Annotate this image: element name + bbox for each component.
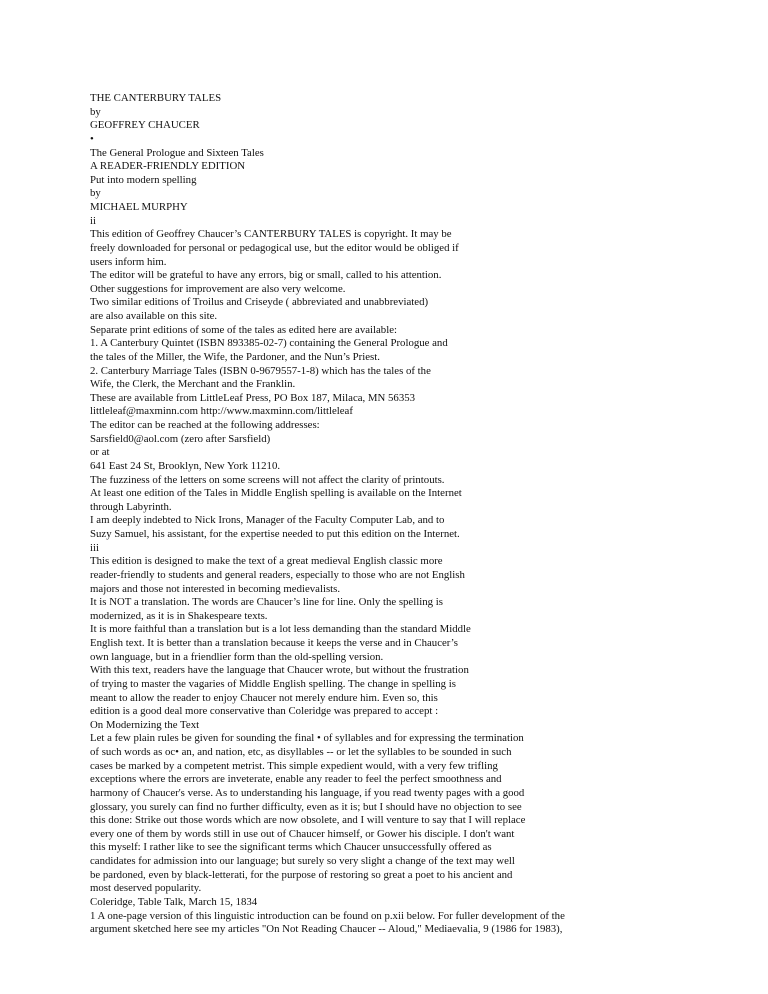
- text-line: Wife, the Clerk, the Merchant and the Franklin.: [90, 378, 296, 391]
- text-line: Other suggestions for improvement are also very welcome.: [90, 282, 346, 295]
- text-line: are also available on this site.: [90, 310, 218, 322]
- text-line: It is more faithful than a translation but is a lot less demanding than the standard Middle: [90, 623, 471, 636]
- text-line: At least one edition of the Tales in Middle English spelling is available on the Internet: [90, 487, 462, 500]
- text-line: The editor will be grateful to have any errors, big or small, called to his attention.: [90, 269, 442, 282]
- text-line: be pardoned, even by black-letterati, for the purpose of restoring so great a poet to his ancient and: [90, 868, 513, 881]
- text-line: With this text, readers have the language that Chaucer wrote, but without the frustration: [90, 664, 469, 677]
- text-line: The editor can be reached at the following addresses:: [90, 419, 320, 431]
- text-line: These are available from LittleLeaf Press, PO Box 187, Milaca, MN 56353: [90, 391, 416, 404]
- text-line: candidates for admission into our language; but surely so very slight a change of the text may well: [90, 855, 515, 867]
- text-line: freely downloaded for personal or pedagogical use, but the editor would be obliged if: [90, 241, 459, 254]
- text-line: The General Prologue and Sixteen Tales: [90, 146, 264, 159]
- text-line: Separate print editions of some of the tales as edited here are available:: [90, 323, 397, 336]
- text-line: reader-friendly to students and general readers, especially to those who are not English: [90, 568, 465, 581]
- text-line: ii: [90, 214, 96, 227]
- text-line: exceptions where the errors are inveterate, enable any reader to feel the perfect smoothness and: [90, 773, 502, 786]
- text-line: users inform him.: [90, 255, 167, 268]
- text-line: Sarsfield0@aol.com (zero after Sarsfield): [90, 432, 271, 445]
- text-line: English text. It is better than a translation because it keeps the verse and in Chaucer’s: [90, 637, 458, 649]
- text-line: most deserved popularity.: [90, 882, 202, 895]
- text-line: iii: [90, 541, 99, 554]
- text-line: Let a few plain rules be given for sounding the final • of syllables and for expressing the termination: [90, 732, 524, 745]
- text-line: cases be marked by a competent metrist. This simple expedient would, with a very few trifling: [90, 759, 498, 772]
- text-line: by: [90, 105, 101, 118]
- text-line: harmony of Chaucer's verse. As to understanding his language, if you read twenty pages with a good: [90, 786, 525, 799]
- text-line: THE CANTERBURY TALES: [90, 92, 222, 104]
- text-line: own language, but in a friendlier form than the old-spelling version.: [90, 650, 384, 663]
- text-line: On Modernizing the Text: [90, 718, 200, 731]
- text-line: modernized, as it is in Shakespeare texts.: [90, 609, 268, 622]
- document-text: [90, 92, 750, 937]
- text-line: or at: [90, 446, 110, 459]
- text-line: edition is a good deal more conservative than Coleridge was prepared to accept :: [90, 705, 439, 718]
- text-line: 641 East 24 St, Brooklyn, New York 11210.: [90, 459, 281, 472]
- text-line: Two similar editions of Troilus and Criseyde ( abbreviated and unabbreviated): [90, 296, 429, 309]
- text-line: through Labyrinth.: [90, 500, 172, 513]
- text-line: •: [90, 132, 94, 145]
- text-line: Suzy Samuel, his assistant, for the expertise needed to put this edition on the Internet.: [90, 528, 460, 540]
- text-line: Put into modern spelling: [90, 173, 197, 186]
- text-line: It is NOT a translation. The words are Chaucer’s line for line. Only the spelling is: [90, 596, 443, 609]
- text-line: This edition of Geoffrey Chaucer’s CANTERBURY TALES is copyright. It may be: [90, 228, 452, 241]
- text-line: littleleaf@maxminn.com http://www.maxminn.com/littleleaf: [90, 405, 353, 418]
- text-line: of trying to master the vagaries of Middle English spelling. The change in spelling is: [90, 677, 456, 690]
- text-line: every one of them by words still in use out of Chaucer himself, or Gower his disciple. I don't want: [90, 827, 515, 840]
- text-line: 2. Canterbury Marriage Tales (ISBN 0-9679557-1-8) which has the tales of the: [90, 364, 431, 377]
- text-line: A READER-FRIENDLY EDITION: [90, 160, 246, 173]
- text-line: MICHAEL MURPHY: [90, 201, 188, 213]
- text-line: GEOFFREY CHAUCER: [90, 119, 200, 132]
- text-line: The fuzziness of the letters on some screens will not affect the clarity of printouts.: [90, 473, 445, 486]
- text-line: This edition is designed to make the text of a great medieval English classic more: [90, 555, 443, 568]
- text-line: this done: Strike out those words which are now obsolete, and I will venture to say that I will replace: [90, 814, 526, 827]
- text-line: majors and those not interested in becoming medievalists.: [90, 582, 341, 595]
- text-line: Coleridge, Table Talk, March 15, 1834: [90, 895, 258, 908]
- text-line: meant to allow the reader to enjoy Chaucer not merely endure him. Even so, this: [90, 691, 438, 704]
- text-line: by: [90, 187, 101, 200]
- text-line: 1. A Canterbury Quintet (ISBN 893385-02-7) containing the General Prologue and: [90, 337, 448, 350]
- text-line: the tales of the Miller, the Wife, the Pardoner, and the Nun’s Priest.: [90, 350, 380, 363]
- text-line: glossary, you surely can find no further difficulty, even as it is; but I should have no objection to see: [90, 800, 522, 813]
- text-line: argument sketched here see my articles "On Not Reading Chaucer -- Aloud," Mediaevalia, 9 (1986 for 1983),: [90, 923, 563, 936]
- text-line: I am deeply indebted to Nick Irons, Manager of the Faculty Computer Lab, and to: [90, 514, 445, 527]
- text-line: of such words as oc• an, and nation, etc, as disyllables -- or let the syllables to be sounded in such: [90, 746, 512, 758]
- text-line: this myself: I rather like to see the significant terms which Chaucer unsuccessfully offered as: [90, 841, 492, 854]
- text-line: 1 A one-page version of this linguistic introduction can be found on p.xii below. For fuller development of the: [90, 909, 565, 922]
